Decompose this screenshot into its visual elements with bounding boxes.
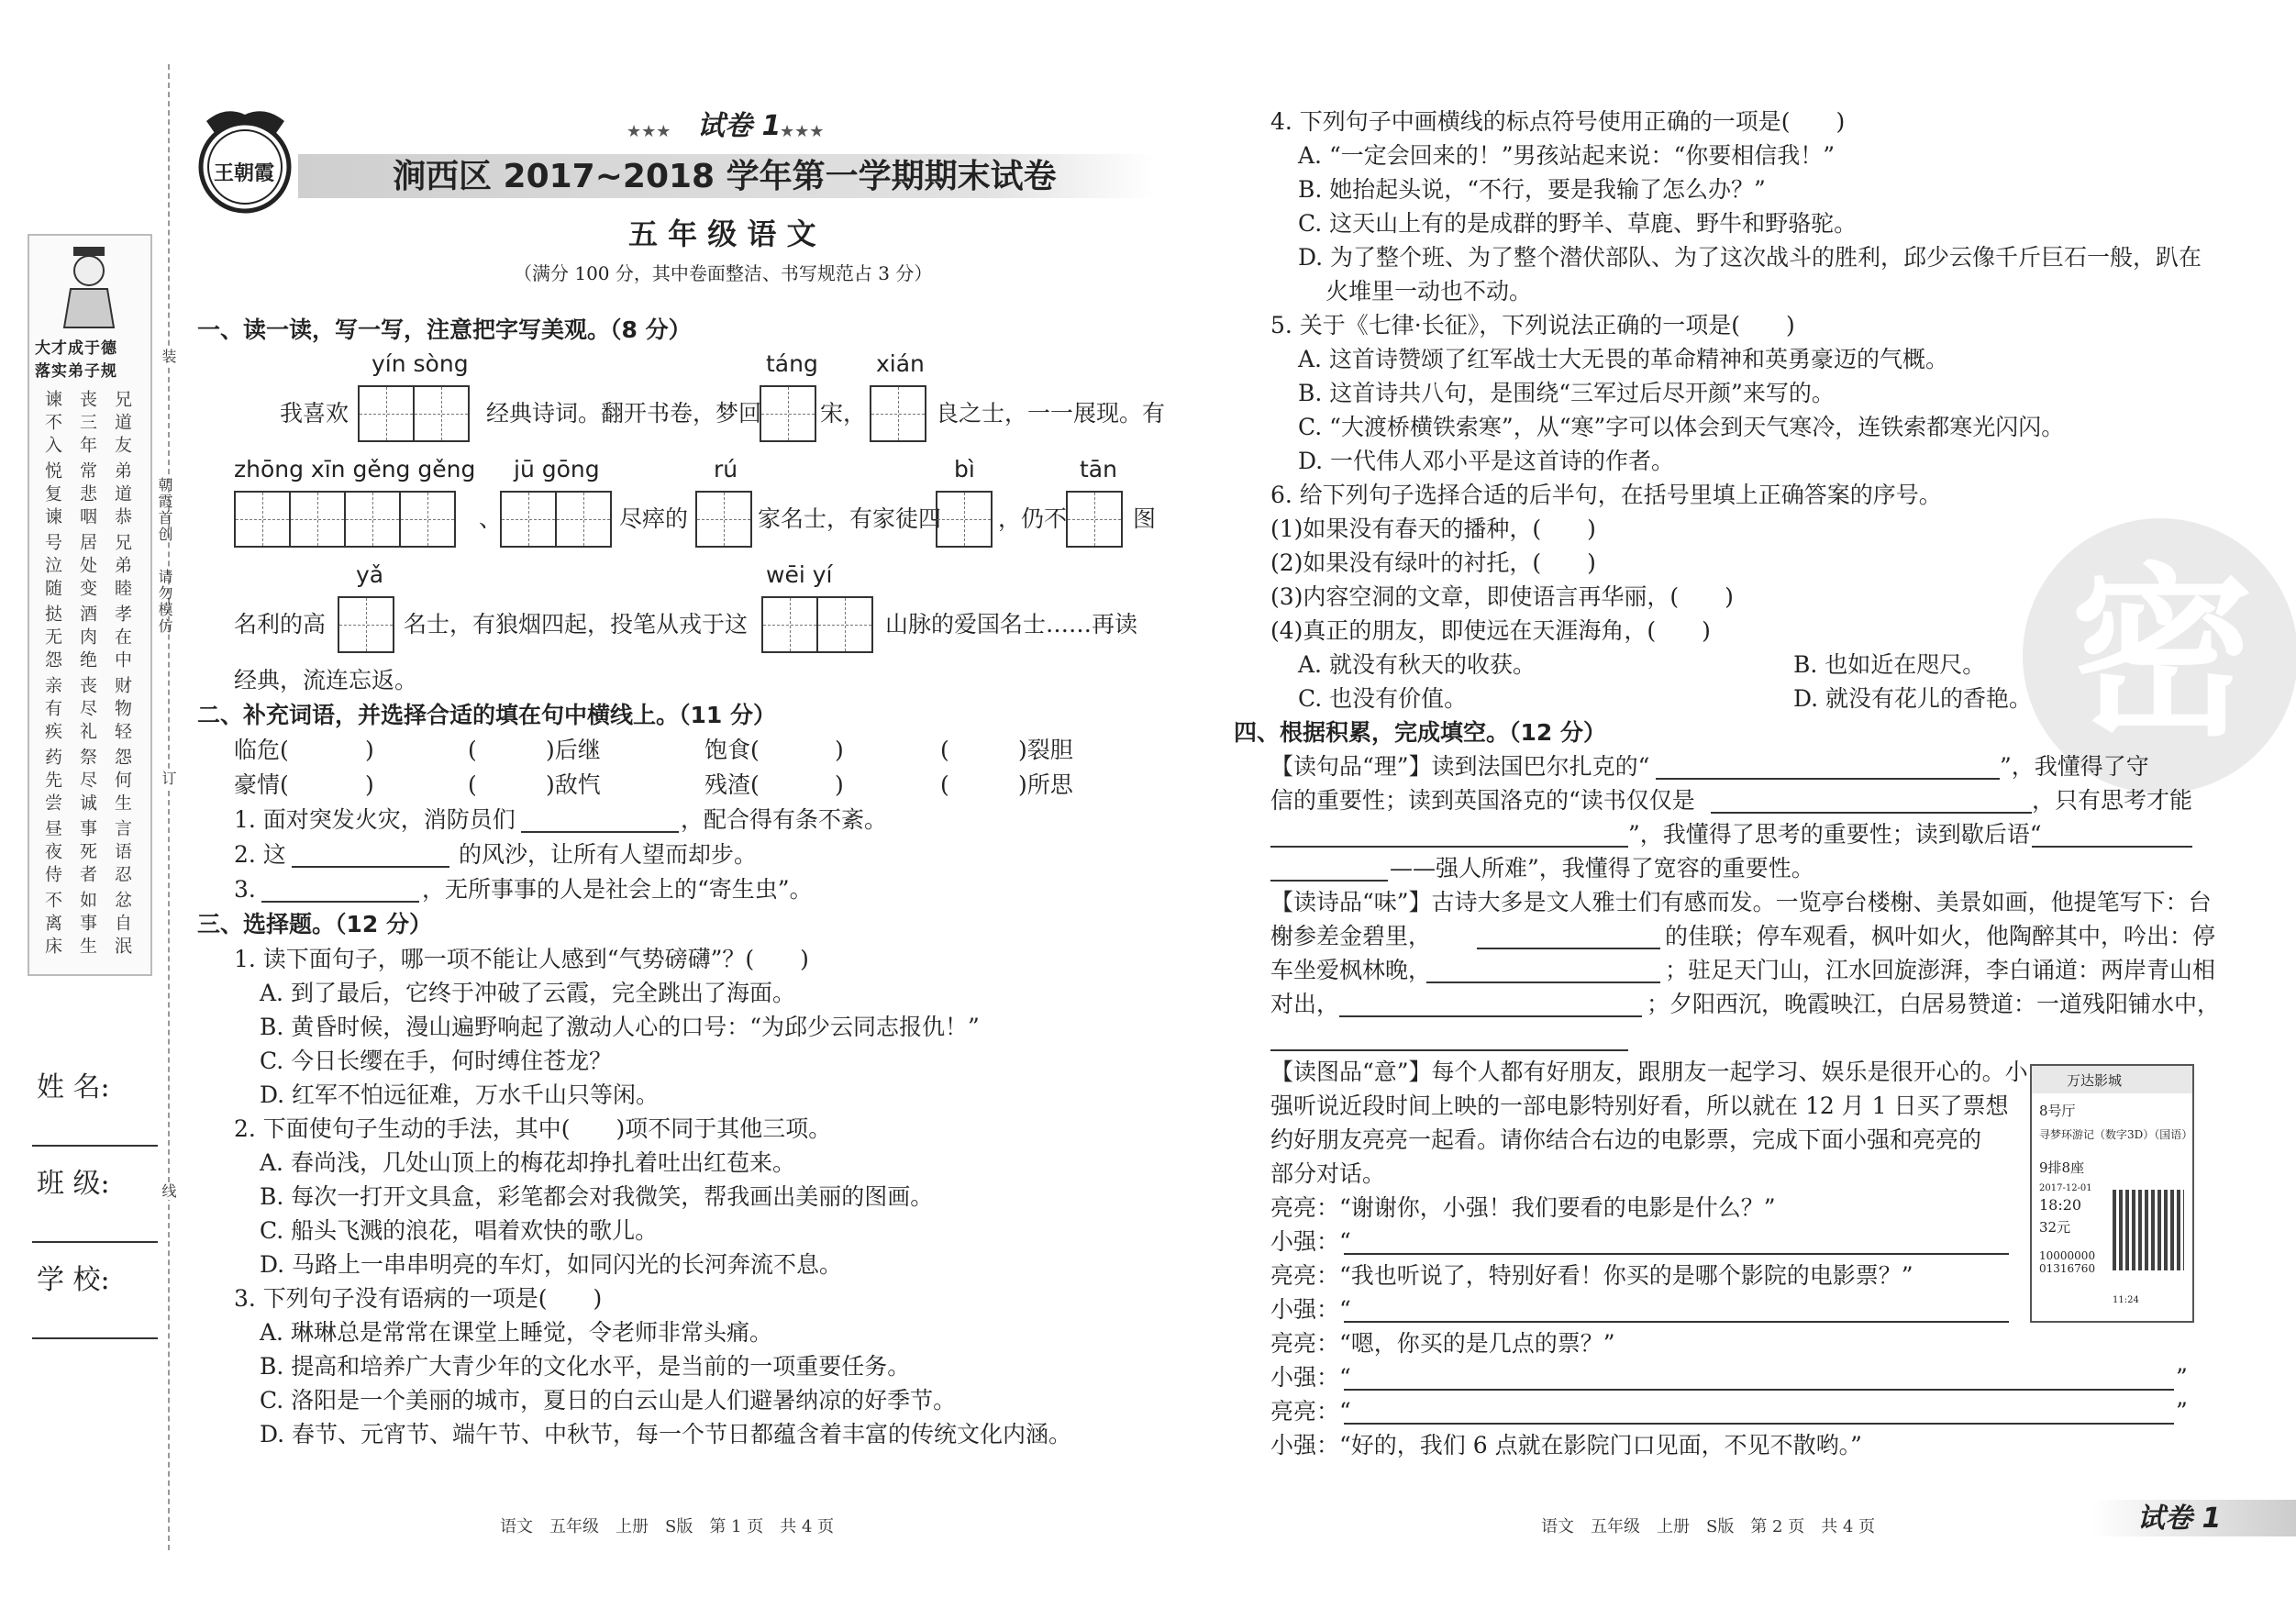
grid-yinsong[interactable] (358, 385, 468, 442)
footer-right: 语文 五年级 上册 S版 第 2 页 共 4 页 (1541, 1517, 1876, 1536)
word-4b: )裂胆 (1018, 737, 1073, 763)
grid-tan[interactable] (1066, 491, 1121, 548)
grid-weiyi[interactable] (761, 596, 871, 653)
p1-line4: ——强人所难”，我懂得了宽容的重要性。 (1390, 855, 1814, 882)
disciple-rules-column: 昼夜侍 (42, 819, 62, 888)
word-8a: ( (940, 771, 949, 798)
dialog-blank-1[interactable] (1344, 1253, 2009, 1255)
q2-option-d: D. 马路上一串串明亮的车灯，如同闪光的长河奔流不息。 (260, 1251, 843, 1278)
disciple-rules-column: 居处变 (77, 533, 97, 602)
s2-sentence2-b: 的风沙，让所有人望而却步。 (459, 841, 758, 868)
q4-option-d-cont: 火堆里一动也不动。 (1325, 278, 1533, 305)
q3-option-b: B. 提高和培养广大青少年的文化水平，是当前的一项重要任务。 (260, 1353, 911, 1380)
score-note: （满分 100 分，其中卷面整洁、书写规范占 3 分） (514, 262, 933, 284)
dialog-7: 亮亮：“ (1270, 1398, 1351, 1425)
q4-option-b: B. 她抬起头说，“不行，要是我输了怎么办？” (1298, 176, 1766, 203)
class-field[interactable] (32, 1241, 158, 1243)
s2-blank1[interactable] (521, 831, 679, 833)
ticket-issue: 11:24 (2113, 1295, 2139, 1305)
pinyin-weiyi: wēi yí (766, 561, 833, 588)
word-1b: ) (365, 737, 374, 763)
grid-xian[interactable] (870, 385, 925, 442)
dialog-3: 亮亮：“我也听说了，特别好看！你买的是哪个影院的电影票？” (1270, 1262, 1913, 1289)
dialog-1: 亮亮：“谢谢你，小强！我们要看的电影是什么？” (1270, 1194, 1776, 1221)
p2-line3-b: ；驻足天门山，江水回旋澎湃，李白诵道：两岸青山相 (1665, 957, 2216, 983)
section3-heading: 三、选择题。（12 分） (197, 911, 432, 937)
word-3a: 饱食( (704, 737, 760, 763)
grid-ya[interactable] (338, 596, 393, 653)
ticket-seat: 9排8座 (2039, 1159, 2085, 1176)
q1-option-b: B. 黄昏时候，漫山遍野响起了激动人心的口号：“为邱少云同志报仇！” (260, 1014, 980, 1040)
p3-line1: 【读图品“意”】每个人都有好朋友，跟朋友一起学习、娱乐是很开心的。小 (1270, 1059, 2028, 1085)
pinyin-zhongxin: zhōng xīn gěng gěng (234, 456, 476, 482)
dialog-6: 小强：“ (1270, 1364, 1351, 1391)
pinyin-tang: táng (766, 350, 818, 377)
q1-option-a: A. 到了最后，它终于冲破了云霞，完全跳出了海面。 (260, 980, 795, 1006)
cinema-name: 万达影城 (2067, 1072, 2123, 1089)
p1-line2-a: 信的重要性；读到英国洛克的“读书仅仅是 (1270, 787, 1695, 814)
stars-right: ★★★ (780, 122, 825, 141)
s2-sentence2-a: 2. 这 (234, 841, 286, 868)
dialog-5: 亮亮：“嗯，你买的是几点的票？” (1270, 1330, 1615, 1357)
dialog-2: 小强：“ (1270, 1228, 1351, 1255)
footer-tag: 试卷 1 (2137, 1503, 2222, 1535)
q6-item-1: (1)如果没有春天的播种，( ) (1270, 516, 1596, 542)
pinyin-jugong: jū gōng (514, 456, 600, 482)
ticket-price: 32元 (2039, 1219, 2071, 1236)
p2-line4-a: 对出， (1270, 991, 1340, 1017)
p2-blank2[interactable] (1426, 981, 1660, 983)
dialog-8: 小强：“好的，我们 6 点就在影院门口见面，不见不散哟。” (1270, 1432, 1862, 1458)
disciple-rules-column: 祭尽诚 (77, 748, 97, 816)
s2-blank3[interactable] (261, 901, 419, 903)
watermark-char: 密 (2070, 546, 2255, 761)
q6-item-4: (4)真正的朋友，即使远在天涯海角，( ) (1270, 617, 1711, 644)
logo-text: 王朝霞 (214, 161, 275, 185)
q4-option-d: D. 为了整个班、为了整个潜伏部队、为了这次战斗的胜利，邱少云像千斤巨石一般，趴在 (1298, 244, 2202, 271)
disciple-rules-column: 悦复谏 (42, 461, 62, 530)
q1-option-d: D. 红军不怕远征难，万水千山只等闲。 (260, 1081, 660, 1108)
sidebar-panel (28, 234, 152, 976)
s1-line1-c: 宋， (820, 400, 867, 427)
p1-blank3[interactable] (1270, 846, 1628, 848)
p1-line1-b: ”，我懂得了守 (2000, 753, 2149, 780)
p2-blank3[interactable] (1339, 1015, 1642, 1017)
p1-blank2[interactable] (1711, 812, 2032, 814)
disciple-rules-column: 弟道恭 (112, 461, 132, 530)
disciple-rules-column: 兄弟睦 (112, 533, 132, 602)
footer-left: 语文 五年级 上册 S版 第 1 页 共 4 页 (500, 1517, 835, 1536)
ticket-date: 2017-12-01 (2039, 1183, 2092, 1193)
q2-option-b: B. 每次一打开文具盒，彩笔都会对我微笑，帮我画出美丽的图画。 (260, 1183, 934, 1210)
p1-blank5[interactable] (1270, 880, 1388, 882)
binding-char-3: 线 (160, 1183, 177, 1200)
s1-line1-a: 我喜欢 (280, 400, 349, 427)
s2-sentence1-b: ，配合得有条不紊。 (681, 806, 888, 833)
grid-tang[interactable] (760, 385, 815, 442)
q5-option-c: C. “大渡桥横铁索寒”，从“寒”字可以体会到天气寒冷，连铁索都寒光闪闪。 (1298, 414, 2065, 440)
p1-blank4[interactable] (2032, 846, 2192, 848)
class-label: 班 级: (37, 1168, 110, 1200)
q2-option-c: C. 船头飞溅的浪花，唱着欢快的歌儿。 (260, 1217, 659, 1244)
disciple-rules-column: 不离床 (42, 891, 62, 959)
word-7a: 残渣( (704, 771, 760, 798)
pinyin-ya: yǎ (356, 561, 384, 588)
word-4a: ( (940, 737, 949, 763)
disciple-rules-column: 亲有疾 (42, 676, 62, 745)
q5-option-b: B. 这首诗共八句，是围绕“三军过后尽开颜”来写的。 (1298, 380, 1835, 406)
s1-line2-b: 尽瘁的 (619, 505, 689, 532)
p2-line3-a: 车坐爱枫林晚， (1270, 957, 1432, 983)
word-5a: 豪情( (234, 771, 289, 798)
q6-item-3: (3)内容空洞的文章，即使语言再华丽，( ) (1270, 583, 1734, 610)
pinyin-tan: tān (1080, 456, 1117, 482)
p2-line4-b: ；夕阳西沉，晚霞映江，白居易赞道：一道残阳铺水中， (1647, 991, 2221, 1017)
q4-option-a: A. “一定会回来的！”男孩站起来说：“你要相信我！” (1298, 142, 1836, 169)
stars-left: ★★★ (627, 122, 671, 141)
p2-blank1[interactable] (1477, 948, 1660, 949)
disciple-rules-column: 挞无怨 (42, 604, 62, 673)
word-1a: 临危( (234, 737, 289, 763)
p3-line2: 强听说近段时间上映的一部电影特别好看，所以就在 12 月 1 日买了票想 (1270, 1092, 2009, 1119)
disciple-rules-column: 常悲咽 (77, 461, 97, 530)
binding-char-1: 装 (160, 349, 177, 365)
word-6b: )敌忾 (546, 771, 601, 798)
ticket-code: 10000000 01316760 (2039, 1249, 2096, 1275)
s1-line2-e: 图 (1133, 505, 1157, 532)
q6: 6. 给下列句子选择合适的后半句，在括号里填上正确答案的序号。 (1270, 482, 1942, 508)
pinyin-bi: bì (954, 456, 975, 482)
q5-option-d: D. 一代伟人邓小平是这首诗的作者。 (1298, 448, 1675, 474)
pinyin-yinsong: yín sòng (372, 350, 469, 377)
disciple-rules-column: 酒肉绝 (77, 604, 97, 673)
q1: 1. 读下面句子，哪一项不能让人感到“气势磅礴”？( ) (234, 946, 809, 972)
section2-heading: 二、补充词语，并选择合适的填在句中横线上。（11 分） (197, 702, 776, 728)
word-7b: ) (835, 771, 844, 798)
school-label: 学 校: (37, 1264, 110, 1296)
word-2a: ( (468, 737, 477, 763)
word-2b: )后继 (546, 737, 601, 763)
q3-option-a: A. 琳琳总是常常在课堂上睡觉，令老师非常头痛。 (260, 1319, 772, 1346)
q6-item-2: (2)如果没有绿叶的衬托，( ) (1270, 549, 1596, 576)
q3-option-d: D. 春节、元宵节、端午节、中秋节，每一个节日都蕴含着丰富的传统文化内涵。 (260, 1421, 1072, 1447)
subject-title: 五 年 级 语 文 (628, 216, 816, 251)
p2-line1: 【读诗品“味”】古诗大多是文人雅士们有感而发。一览亭台楼榭、美景如画，他提笔写下：台 (1270, 889, 2212, 915)
word-5b: ) (365, 771, 374, 798)
s2-sentence1-a: 1. 面对突发火灾，消防员们 (234, 806, 516, 833)
dialog-close-2: ” (2176, 1398, 2188, 1425)
disciple-rules (35, 390, 145, 963)
s1-line3-c: 山脉的爱国名士……再读 (885, 611, 1138, 638)
binding-note-2: 请勿模仿 (156, 569, 173, 635)
exam-tag: 试卷 1 (697, 110, 782, 142)
q4-option-c: C. 这天山上有的是成群的野羊、草鹿、野牛和野骆驼。 (1298, 210, 1858, 237)
s2-blank2[interactable] (292, 866, 449, 868)
s1-line4: 经典，流连忘返。 (234, 667, 418, 693)
qr-code-icon (2113, 1190, 2184, 1270)
section1-heading: 一、读一读，写一写，注意把字写美观。（8 分） (197, 316, 692, 343)
disciple-rules-column: 孝在中 (112, 604, 132, 673)
q4: 4. 下列句子中画横线的标点符号使用正确的一项是( ) (1270, 108, 1846, 135)
grid-bi[interactable] (936, 491, 991, 548)
movie-ticket (2030, 1064, 2194, 1323)
q2-option-a: A. 春尚浅，几处山顶上的梅花却挣扎着吐出红苞来。 (260, 1149, 795, 1176)
s1-line2-d: ，仍不 (998, 505, 1068, 532)
ticket-hall: 8号厅 (2039, 1103, 2076, 1119)
s1-line2-c: 家名士，有家徒四 (758, 505, 942, 532)
p1-blank1[interactable] (1656, 778, 2000, 780)
ticket-time: 18:20 (2039, 1196, 2082, 1214)
section4-heading: 四、根据积累，完成填空。（12 分） (1234, 719, 1606, 746)
word-8b: )所思 (1018, 771, 1073, 798)
p3-line4: 部分对话。 (1270, 1160, 1386, 1187)
q5-option-a: A. 这首诗赞颂了红军战士大无畏的革命精神和英勇豪迈的气概。 (1298, 346, 1948, 372)
motto-2: 落实弟子规 (35, 362, 117, 381)
disciple-rules-column: 丧尽礼 (77, 676, 97, 745)
s1-line3-a: 名利的高 (234, 611, 327, 638)
s1-line3-b: 名士，有狼烟四起，投笔从戎于这 (404, 611, 749, 638)
dialog-4: 小强：“ (1270, 1296, 1351, 1323)
s1-line2-a: 、 (479, 505, 503, 532)
pinyin-ru: rú (714, 456, 738, 482)
p1-line1-a: 【读句品“理”】读到法国巴尔扎克的“ (1270, 753, 1650, 780)
q6-option-a: A. 就没有秋天的收获。 (1298, 651, 1536, 678)
disciple-rules-column: 兄道友 (112, 390, 132, 459)
p2-line2-b: 的佳联；停车观看，枫叶如火，他陶醉其中，吟出：停 (1665, 923, 2216, 949)
p1-line3-a: ”，我懂得了思考的重要性；读到歇后语“ (1628, 821, 2042, 848)
disciple-rules-column: 药先尝 (42, 748, 62, 816)
p1-line2-b: ，只有思考才能 (2032, 787, 2193, 814)
dialog-blank-4[interactable] (1344, 1423, 2174, 1425)
binding-line (168, 64, 170, 1550)
exam-title: 涧西区 2017~2018 学年第一学期期末试卷 (393, 158, 1057, 195)
disciple-rules-column: 财物轻 (112, 676, 132, 745)
grid-zhongxin[interactable] (234, 491, 454, 548)
q3-option-c: C. 洛阳是一个美丽的城市，夏日的白云山是人们避暑纳凉的好季节。 (260, 1387, 957, 1414)
q3: 3. 下列句子没有语病的一项是( ) (234, 1285, 603, 1312)
dialog-blank-2[interactable] (1344, 1321, 2009, 1323)
binding-note-1: 朝霞首创 (156, 477, 173, 543)
binding-char-2: 订 (160, 771, 177, 787)
dialog-blank-3[interactable] (1344, 1389, 2174, 1391)
q5: 5. 关于《七律·长征》，下列说法正确的一项是( ) (1270, 312, 1795, 338)
p2-line2-a: 榭参差金碧里， (1270, 923, 1432, 949)
disciple-rules-column: 忿自泯 (112, 891, 132, 959)
motto-1: 大才成于德 (35, 339, 117, 358)
pinyin-xian: xián (876, 350, 925, 377)
disciple-rules-column: 事死者 (77, 819, 97, 888)
q6-option-d: D. 就没有花儿的香艳。 (1793, 685, 2033, 712)
q2: 2. 下面使句子生动的手法，其中( )项不同于其他三项。 (234, 1115, 832, 1142)
name-label: 姓 名: (37, 1071, 110, 1103)
dialog-close-1: ” (2176, 1364, 2188, 1391)
s2-sentence3-b: ，无所事事的人是社会上的“寄生虫”。 (422, 876, 813, 903)
word-3b: ) (835, 737, 844, 763)
q6-option-b: B. 也如近在咫尺。 (1793, 651, 1986, 678)
disciple-rules-column: 如事生 (77, 891, 97, 959)
name-field[interactable] (32, 1145, 158, 1147)
logo-emblem (188, 101, 303, 216)
disciple-rules-column: 谏不入 (42, 390, 62, 459)
word-6a: ( (468, 771, 477, 798)
p3-line3: 约好朋友亮亮一起看。请你结合右边的电影票，完成下面小强和亮亮的 (1270, 1126, 1982, 1153)
disciple-rules-column: 号泣随 (42, 533, 62, 602)
disciple-rules-column: 丧三年 (77, 390, 97, 459)
s1-line1-d: 良之士，一一展现。有 (936, 400, 1166, 427)
disciple-rules-column: 言语忍 (112, 819, 132, 888)
ticket-movie: 寻梦环游记（数字3D）（国语） (2039, 1128, 2193, 1141)
s1-line1-b: 经典诗词。翻开书卷，梦回 (486, 400, 762, 427)
q6-option-c: C. 也没有价值。 (1298, 685, 1468, 712)
q1-option-c: C. 今日长缨在手，何时缚住苍龙？ (260, 1048, 613, 1074)
disciple-rules-column: 怨何生 (112, 748, 132, 816)
grid-ru[interactable] (695, 491, 750, 548)
grid-jugong[interactable] (500, 491, 610, 548)
scholar-icon (57, 243, 121, 330)
p2-blank4[interactable] (1270, 1049, 1628, 1051)
school-field[interactable] (32, 1337, 158, 1339)
s2-sentence3-a: 3. (234, 876, 256, 903)
